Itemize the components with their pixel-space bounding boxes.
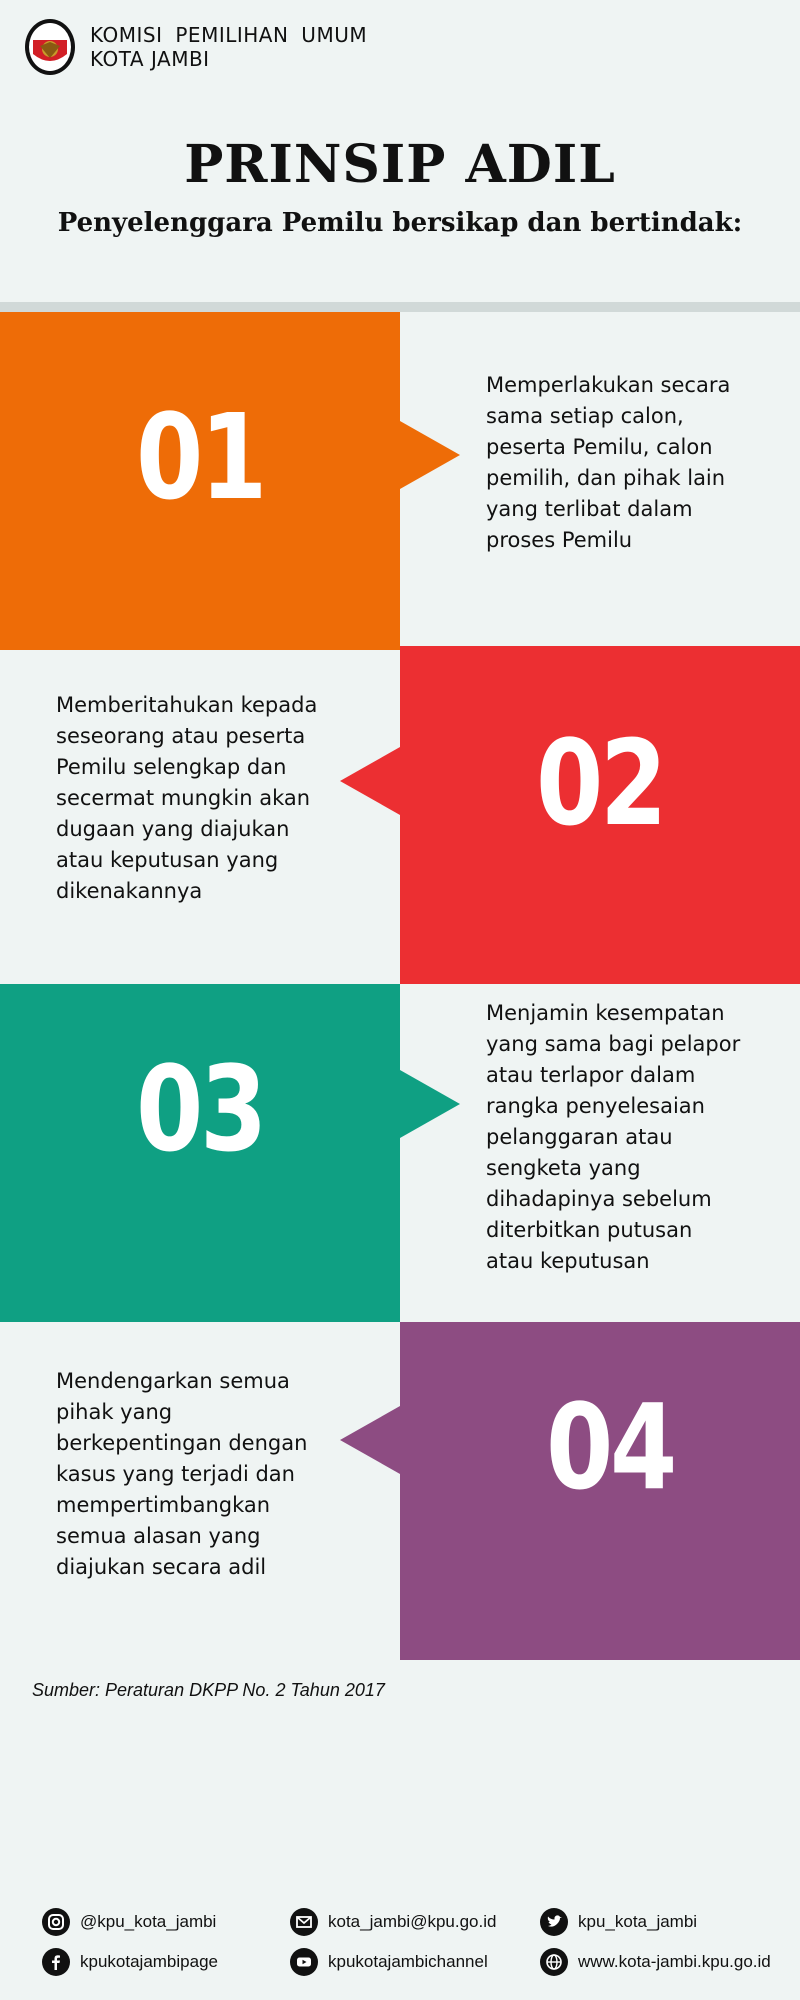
facebook-page: kpukotajambipage — [80, 1952, 218, 1971]
principle-text: Menjamin kesempatan yang sama bagi pelapor atau terlapor dalam rangka penyelesaian pelanggaran atau sengketa yang dihadapinya sebelum diterbitkan putusan atau keputusan — [486, 1001, 741, 1273]
twitter-handle: kpu_kota_jambi — [578, 1912, 698, 1931]
organization-name — [90, 23, 367, 71]
principle-text: Memberitahukan kepada seseorang atau peserta Pemilu selengkap dan secermat mungkin akan dugaan yang diajukan atau keputusan yang dikenakannya — [56, 693, 318, 903]
principle-row-4 — [0, 1322, 800, 1660]
source-citation: Sumber: Peraturan DKPP No. 2 Tahun 2017 — [32, 1680, 385, 1700]
pointer-arrow — [400, 421, 460, 489]
email-address: kota_jambi@kpu.go.id — [328, 1912, 497, 1931]
website-link[interactable] — [540, 1948, 771, 1976]
pointer-arrow — [340, 1406, 400, 1474]
principle-row-3 — [0, 984, 800, 1322]
youtube-link[interactable] — [290, 1948, 488, 1976]
email-icon — [290, 1908, 318, 1936]
principle-number: 03 — [135, 1040, 265, 1178]
page-subtitle: Penyelenggara Pemilu bersikap dan bertindak: — [57, 208, 743, 238]
youtube-channel: kpukotajambichannel — [328, 1952, 488, 1971]
divider — [0, 302, 800, 312]
twitter-link[interactable] — [540, 1908, 697, 1936]
number-panel — [0, 312, 400, 650]
facebook-link[interactable] — [42, 1948, 218, 1976]
principle-number: 01 — [135, 388, 265, 526]
principle-number: 02 — [535, 714, 665, 852]
number-panel — [400, 1322, 800, 1660]
principle-row-2 — [0, 646, 800, 984]
globe-icon — [540, 1948, 568, 1976]
pointer-arrow — [340, 747, 400, 815]
principle-number: 04 — [545, 1378, 675, 1516]
twitter-icon — [540, 1908, 568, 1936]
instagram-link[interactable] — [42, 1908, 216, 1936]
page-title: PRINSIP ADIL — [184, 134, 616, 195]
principle-row-1 — [0, 312, 800, 650]
principle-text: Memperlakukan secara sama setiap calon, peserta Pemilu, calon pemilih, dan pihak lain yang terlibat dalam proses Pemilu — [486, 373, 731, 552]
number-panel — [400, 646, 800, 984]
instagram-icon — [42, 1908, 70, 1936]
principle-text: Mendengarkan semua pihak yang berkepentingan dengan kasus yang terjadi dan mempertimbangkan semua alasan yang diajukan secara adil — [56, 1369, 308, 1579]
header — [24, 18, 367, 76]
website-url: www.kota-jambi.kpu.go.id — [578, 1952, 771, 1971]
email-link[interactable] — [290, 1908, 496, 1936]
instagram-handle: @kpu_kota_jambi — [80, 1912, 217, 1931]
kpu-logo — [24, 18, 76, 76]
org-line-2: KOTA JAMBI — [90, 47, 210, 71]
org-line-1: KOMISI PEMILIHAN UMUM — [90, 23, 368, 47]
pointer-arrow — [400, 1070, 460, 1138]
number-panel — [0, 984, 400, 1322]
youtube-icon — [290, 1948, 318, 1976]
facebook-icon — [42, 1948, 70, 1976]
